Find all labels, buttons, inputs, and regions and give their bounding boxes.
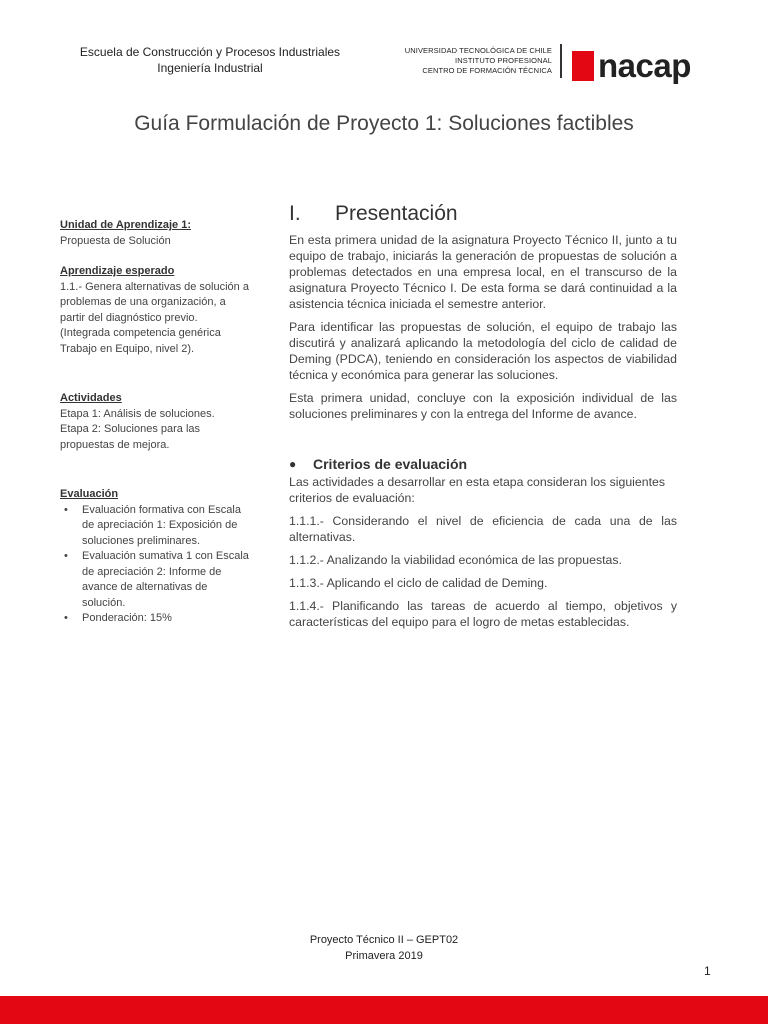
evaluacion-block (60, 487, 250, 627)
bullet-icon: ● (289, 457, 297, 471)
list-item: • Evaluación sumativa 1 con Escala de apreciación 2: Informe de avance de alternativas de solución. (82, 549, 250, 611)
unidad-block (60, 218, 250, 249)
paragraph: Para identificar las propuestas de solución, el equipo de trabajo las discutirá y analizará aplicando la metodología del ciclo de calidad de Deming (PDCA), teniendo en consideración los aspectos de viabilidad técnica y económica para generar las soluciones. (289, 320, 677, 382)
criterion: 1.1.3.- Aplicando el ciclo de calidad de Deming. (289, 576, 548, 590)
unidad-text: Propuesta de Solución (60, 234, 171, 247)
section-number: I. (289, 202, 301, 225)
section-title: Presentación (335, 202, 458, 225)
institution-line-2: INSTITUTO PROFESIONAL (455, 56, 552, 65)
actividad-line-2: Etapa 2: Soluciones para las propuestas de mejora. (60, 423, 201, 451)
aprendizaje-heading: Aprendizaje esperado (60, 265, 175, 277)
document-title: Guía Formulación de Proyecto 1: Soluciones factibles (134, 112, 634, 135)
criterion: 1.1.4.- Planificando las tareas de acuerdo al tiempo, objetivos y características del equipo para el logro de metas establecidas. (289, 599, 677, 629)
page-number: 1 (704, 964, 711, 978)
institution-line-3: CENTRO DE FORMACIÓN TÉCNICA (422, 66, 552, 75)
list-item: • Evaluación formativa con Escala de apreciación 1: Exposición de soluciones preliminares. (82, 503, 250, 550)
brand-bar (0, 996, 768, 1024)
criterion: 1.1.1.- Considerando el nivel de eficiencia de cada una de las alternativas. (289, 514, 677, 544)
logo-mark-icon (572, 51, 594, 81)
sidebar (60, 218, 250, 642)
paragraph: En esta primera unidad de la asignatura Proyecto Técnico II, junto a tu equipo de trabajo, iniciarás la generación de propuestas de solución a problemas detectados en una empresa local, en el transcurso de la asignatura Proyecto Técnico I. De esta forma se dará continuidad a la asistencia técnica iniciada el semestre anterior. (289, 233, 677, 311)
criterion: 1.1.2.- Analizando la viabilidad económica de las propuestas. (289, 553, 622, 567)
footer-term: Primavera 2019 (345, 950, 423, 962)
footer-course: Proyecto Técnico II – GEPT02 (309, 934, 459, 946)
main-content (289, 202, 677, 637)
paragraph: Esta primera unidad, concluye con la exposición individual de las soluciones preliminares y con la entrega del Informe de avance. (289, 391, 677, 421)
unidad-heading: Unidad de Aprendizaje 1: (60, 219, 192, 231)
aprendizaje-block (60, 264, 250, 357)
footer (0, 932, 768, 964)
evaluacion-list (60, 503, 250, 627)
section-heading (289, 202, 677, 225)
school-name: Escuela de Construcción y Procesos Industriales (79, 45, 341, 59)
criteria-heading (289, 456, 677, 472)
actividades-heading: Actividades (60, 392, 122, 404)
actividad-line-1: Etapa 1: Análisis de soluciones. (60, 407, 215, 420)
list-item: • Ponderación: 15% (82, 611, 250, 627)
criteria-intro: Las actividades a desarrollar en esta etapa consideran los siguientes criterios de evaluación: (289, 475, 665, 505)
actividades-block (60, 391, 250, 453)
evaluacion-heading: Evaluación (60, 488, 119, 500)
aprendizaje-text: 1.1.- Genera alternativas de solución a problemas de una organización, a partir del diagnóstico previo. (Integrada competencia genérica Trabajo en Equipo, nivel 2). (60, 280, 249, 355)
inacap-logo (572, 46, 691, 86)
logo-divider (560, 44, 562, 78)
institution-line-1: UNIVERSIDAD TECNOLÓGICA DE CHILE (404, 46, 552, 55)
institution-lines (405, 46, 552, 76)
criteria-title: Criterios de evaluación (313, 456, 468, 472)
program-name: Ingeniería Industrial (157, 61, 263, 75)
school-header (60, 44, 360, 76)
logo-text: nacap (598, 47, 691, 84)
